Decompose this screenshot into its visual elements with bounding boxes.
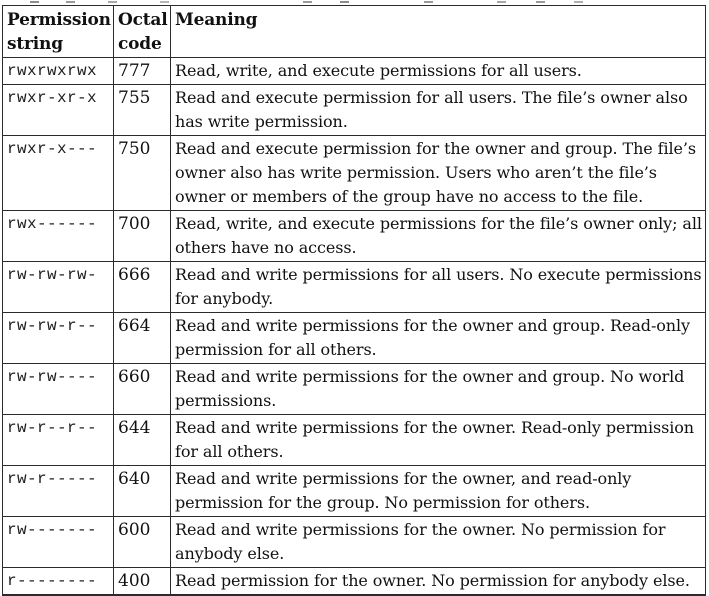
permission-string-cell: rw-rw-r-- [3,313,114,364]
permissions-table-body [3,6,706,596]
octal-code-cell: 400 [114,568,171,596]
meaning-cell: Read permission for the owner. No permission for anybody else. [171,568,706,596]
permission-string-cell: rwxr-xr-x [3,85,114,136]
permission-string-cell: rw------- [3,517,114,568]
octal-code-cell: 777 [114,58,171,85]
permission-string-cell: rw-rw---- [3,364,114,415]
table-row [3,415,706,466]
meaning-cell: Read, write, and execute permissions for all users. [171,58,706,85]
permission-string-cell: rwxrwxrwx [3,58,114,85]
cropped-text-remnant [0,1,9,3]
meaning-cell: Read and write permissions for the owner, and read-only permission for the group. No permission for others. [171,466,706,517]
table-row [3,313,706,364]
header-row [3,6,706,58]
octal-code-cell: 600 [114,517,171,568]
meaning-cell: Read, write, and execute permissions for the file’s owner only; all others have no access. [171,211,706,262]
table-row [3,136,706,211]
table-row [3,466,706,517]
permission-string-cell: rw-r----- [3,466,114,517]
meaning-cell: Read and write permissions for the owner. Read-only permission for all others. [171,415,706,466]
table-row [3,85,706,136]
octal-code-cell: 700 [114,211,171,262]
octal-code-cell: 640 [114,466,171,517]
meaning-cell: Read and write permissions for all users. No execute permissions for anybody. [171,262,706,313]
permission-string-cell: r-------- [3,568,114,596]
meaning-cell: Read and write permissions for the owner and group. Read-only permission for all others. [171,313,706,364]
meaning-cell: Read and execute permission for the owner and group. The file’s owner also has write permission. Users who aren’t the file’s owner or members of the group have no access to the file. [171,136,706,211]
table-row [3,211,706,262]
permission-string-cell: rwxr-x--- [3,136,114,211]
table-row [3,262,706,313]
permission-string-cell: rw-rw-rw- [3,262,114,313]
meaning-cell: Read and write permissions for the owner. No permission for anybody else. [171,517,706,568]
octal-code-cell: 664 [114,313,171,364]
meaning-cell: Read and write permissions for the owner and group. No world permissions. [171,364,706,415]
octal-code-cell: 660 [114,364,171,415]
header-permission-string: Permission string [3,6,114,58]
octal-code-cell: 755 [114,85,171,136]
table-row [3,58,706,85]
header-meaning: Meaning [171,6,706,58]
meaning-cell: Read and execute permission for all users. The file’s owner also has write permission. [171,85,706,136]
octal-code-cell: 666 [114,262,171,313]
table-row [3,517,706,568]
octal-code-cell: 750 [114,136,171,211]
permission-string-cell: rw-r--r-- [3,415,114,466]
permission-string-cell: rwx------ [3,211,114,262]
table-row [3,568,706,596]
header-octal-code: Octal code [114,6,171,58]
permissions-table [2,5,706,596]
octal-code-cell: 644 [114,415,171,466]
table-row [3,364,706,415]
